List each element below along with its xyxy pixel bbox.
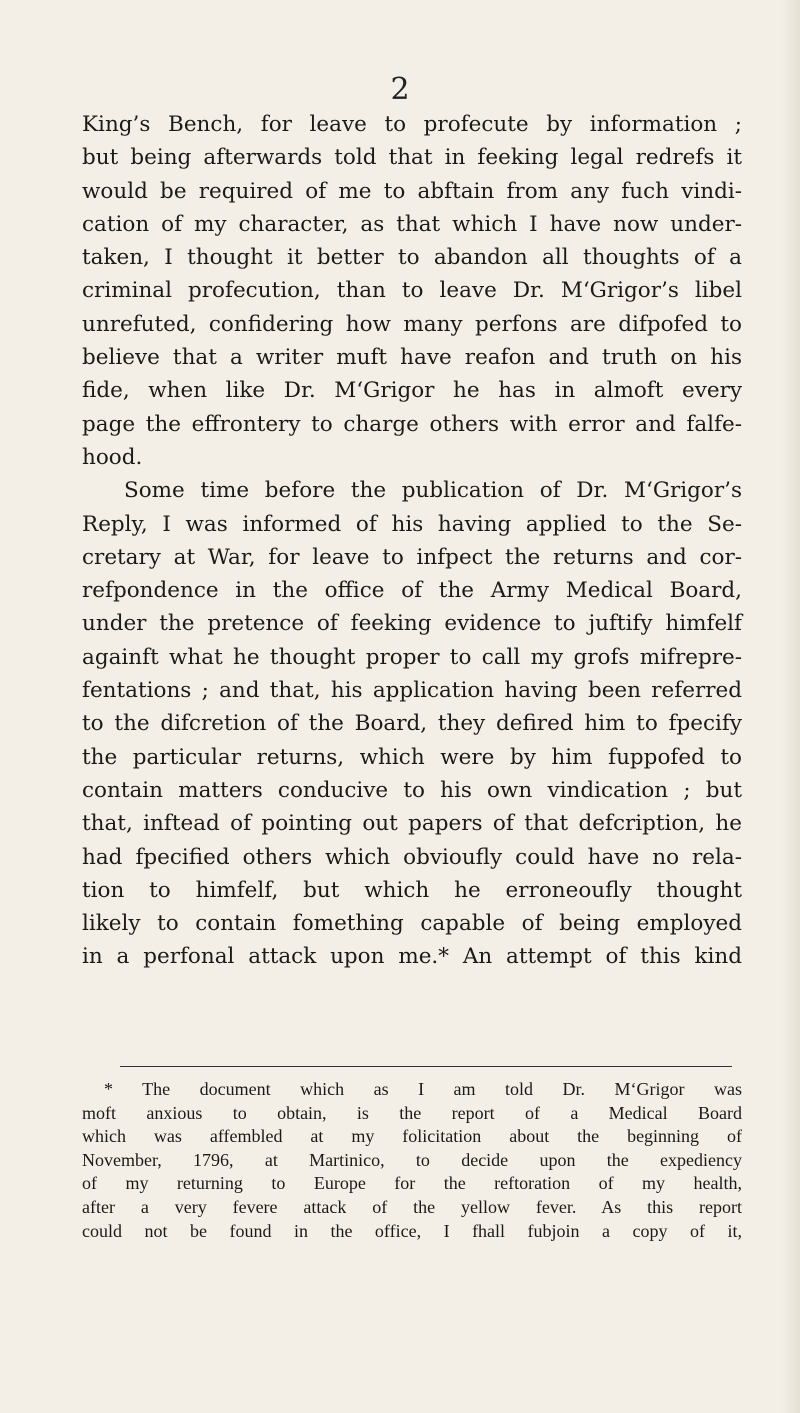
text-line: would be required of me to abftain from any fuch vindi- (82, 178, 742, 204)
text-line: fentations ; and that, his application having been referred (82, 678, 742, 704)
text-line: Reply, I was informed of his having applied to the Se- (82, 511, 742, 537)
footnote-line: could not be found in the office, I fhall fubjoin a copy of it, (82, 1220, 742, 1241)
page-edge-shadow (782, 0, 800, 1413)
text-line: againft what he thought proper to call my grofs mifrepre- (82, 644, 742, 670)
text-line: page the effrontery to charge others with error and falfe- (82, 411, 742, 437)
text-line: under the pretence of feeking evidence to juftify himfelf (82, 611, 742, 637)
text-line: the particular returns, which were by him fuppofed to (82, 744, 742, 770)
footnote-line: November, 1796, at Martinico, to decide upon the expediency (82, 1149, 742, 1170)
footnote (82, 1078, 742, 1243)
text-line: criminal profecution, than to leave Dr. M‘Grigor’s libel (82, 278, 742, 304)
text-line: hood. (82, 444, 143, 470)
text-line: tion to himfelf, but which he erroneoufly thought (82, 877, 742, 903)
text-line: contain matters conducive to his own vindication ; but (82, 777, 742, 803)
footnote-line: after a very fevere attack of the yellow fever. As this report (82, 1196, 742, 1217)
text-line: King’s Bench, for leave to profecute by information ; (82, 112, 742, 137)
footnote-line: of my returning to Europe for the reftoration of my health, (82, 1173, 742, 1194)
text-line: had fpecified others which obvioufly could have no rela- (82, 844, 742, 870)
main-text (82, 108, 742, 974)
text-line: likely to contain fomething capable of being employed (82, 911, 742, 937)
text-line: but being afterwards told that in feeking legal redrefs it (82, 145, 742, 171)
text-line: cretary at War, for leave to infpect the returns and cor- (82, 544, 742, 570)
footnote-line: which was affembled at my folicitation about the beginning of (82, 1126, 742, 1147)
footnote-divider (120, 1066, 732, 1067)
text-line: taken, I thought it better to abandon all thoughts of a (82, 245, 742, 271)
footnote-line: * The document which as I am told Dr. M‘Grigor was (104, 1079, 742, 1099)
text-line: refpondence in the office of the Army Medical Board, (82, 578, 742, 604)
text-line: that, inftead of pointing out papers of that defcription, he (82, 811, 742, 837)
text-line: to the difcretion of the Board, they defired him to fpecify (82, 711, 742, 737)
text-line: cation of my character, as that which I have now under- (82, 211, 742, 237)
text-line: believe that a writer muft have reafon and truth on his (82, 345, 742, 371)
page-number: 2 (390, 72, 410, 107)
text-line: unrefuted, confidering how many perfons are difpofed to (82, 311, 742, 337)
text-line: Some time before the publication of Dr. M‘Grigor’s (124, 478, 742, 504)
footnote-line: moft anxious to obtain, is the report of a Medical Board (82, 1102, 742, 1123)
text-line: in a perfonal attack upon me.* An attempt of this kind (82, 944, 742, 970)
text-line: fide, when like Dr. M‘Grigor he has in almoft every (82, 378, 742, 404)
